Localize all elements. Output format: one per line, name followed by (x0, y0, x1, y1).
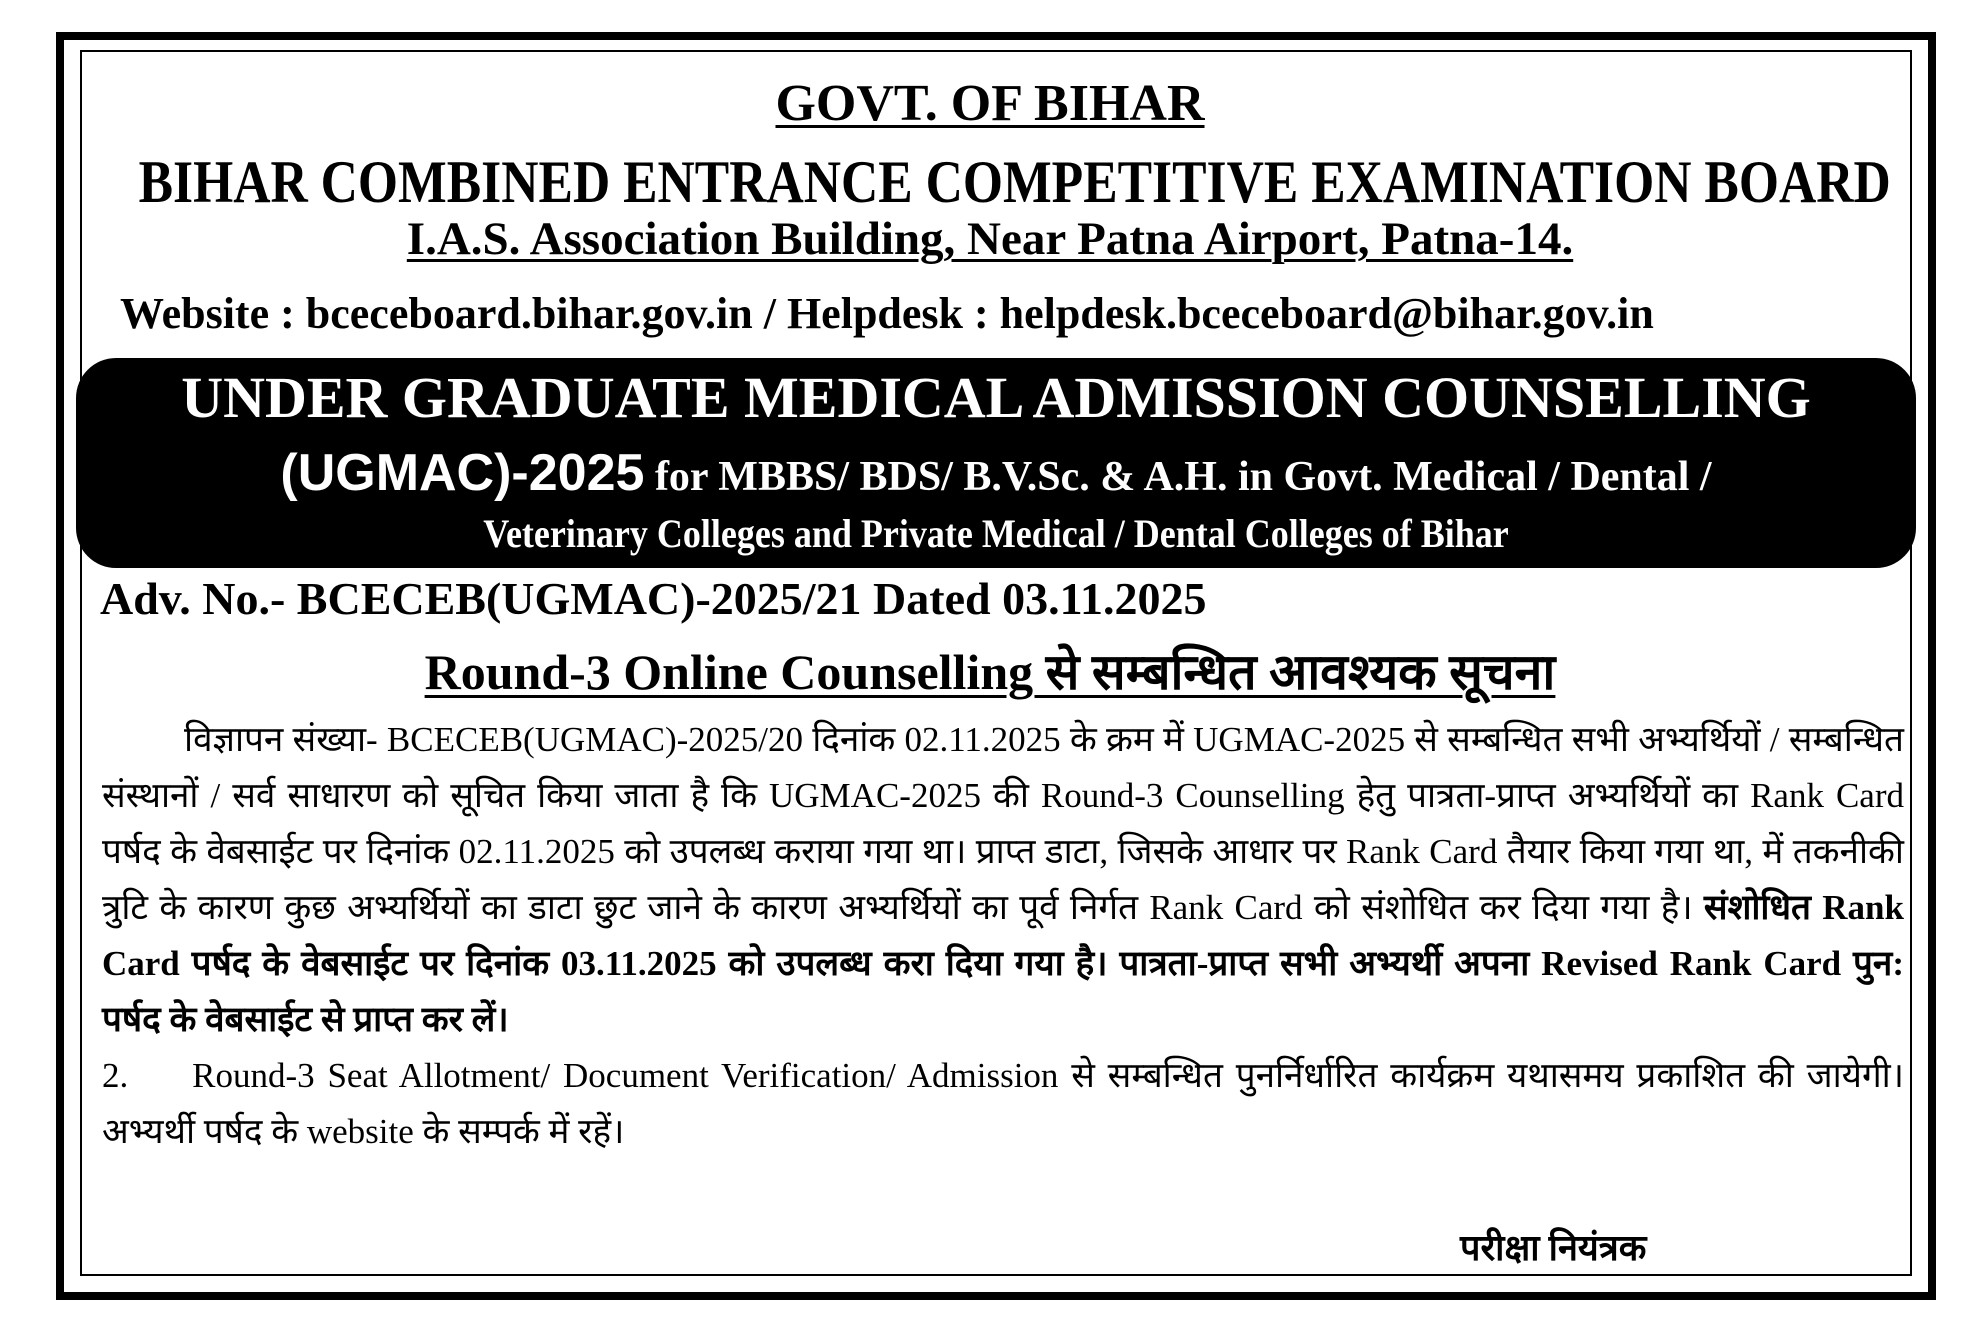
board-name: BIHAR COMBINED ENTRANCE COMPETITIVE EXAMINATION BOARD (138, 149, 1891, 215)
title-banner (76, 358, 1916, 568)
board-address: I.A.S. Association Building, Near Patna Airport, Patna-14. (406, 213, 1574, 265)
banner-courses: for MBBS/ BDS/ B.V.Sc. & A.H. in Govt. Medical / Dental / (644, 454, 1712, 500)
signature-controller-of-examination: परीक्षा नियंत्रक (1460, 1228, 1647, 1268)
notice-body (102, 712, 1904, 1160)
website-helpdesk-line: Website : bceceboard.bihar.gov.in / Helpdesk : helpdesk.bceceboard@bihar.gov.in (120, 289, 1654, 338)
banner-line-3: Veterinary Colleges and Private Medical / Dental Colleges of Bihar (483, 511, 1509, 556)
banner-line-2 (76, 443, 1916, 503)
govt-heading: GOVT. OF BIHAR (775, 75, 1205, 132)
paragraph-2 (102, 1048, 1904, 1160)
notice-subject: Round-3 Online Counselling से सम्बन्धित आवश्यक सूचना (424, 644, 1556, 700)
paragraph-1 (102, 712, 1904, 1048)
paragraph-1-bold-text: संशोधित Rank Card पर्षद के वेबसाईट पर दिनांक 03.11.2025 को उपलब्ध करा दिया गया है। पात्रता-प्राप्त सभी अभ्यर्थी अपना Revised Rank Card पुन: पर्षद के वेबसाईट से प्राप्त कर लें। (102, 888, 1904, 1039)
banner-ugmac: (UGMAC)-2025 (280, 444, 645, 502)
paragraph-1-text: विज्ञापन संख्या- BCECEB(UGMAC)-2025/20 दिनांक 02.11.2025 के क्रम में UGMAC-2025 से सम्बन्धित सभी अभ्यर्थियों / सम्बन्धित संस्थानों / सर्व साधारण को सूचित किया जाता है कि UGMAC-2025 की Round-3 Counselling हेतु पात्रता-प्राप्त अभ्यर्थियों का Rank Card पर्षद के वेबसाईट पर दिनांक 02.11.2025 को उपलब्ध कराया गया था। प्राप्त डाटा, जिसके आधार पर Rank Card तैयार किया गया था, में तकनीकी त्रुटि के कारण कुछ अभ्यर्थियों का डाटा छुट जाने के कारण अभ्यर्थियों का पूर्व निर्गत Rank Card को संशोधित कर दिया गया है। (102, 720, 1904, 927)
banner-line-1: UNDER GRADUATE MEDICAL ADMISSION COUNSELLING (181, 365, 1811, 430)
paragraph-2-number: 2. (102, 1056, 129, 1095)
paragraph-2-text: Round-3 Seat Allotment/ Document Verification/ Admission से सम्बन्धित पुनर्निर्धारित कार्यक्रम यथासमय प्रकाशित की जायेगी। अभ्यर्थी पर्षद के website के सम्पर्क में रहें। (102, 1056, 1904, 1151)
advertisement-number: Adv. No.- BCECEB(UGMAC)-2025/21 Dated 03.11.2025 (100, 573, 1207, 624)
